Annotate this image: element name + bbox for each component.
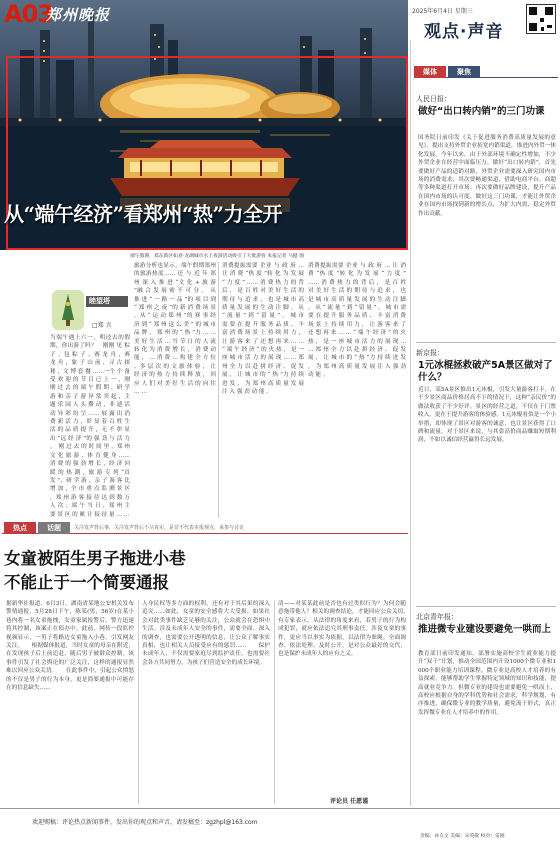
feature-column-4: 消费提振需要 企业 与 政 府 … 让 消 费 “热 度 ”转 化 为 发 展 “ 力 度 ” …… 消 费 热 力 的 背 后 ， 是 百 姓 对 美 好 生 活 的 期 待 与 追 求 ， 也 是 城 市 高 质 量 发 展 的 生 动 注 脚 。 从 “ 流 量 ” 到 “ 留 量 ” ， 城 市 需 要 在 提 升 服 务 品 质 、 丰 富 消 费 场 景 上 持 续 用 力 ， 让 游 客 来 了 还 想 再 来 … … “ 端 午 经 济 ” 的 火 热 ， 是 一 座 城 市 活 力 的 展 现 … … 郑 州 全 力 以 赴 拼 经 济 、 促 发 展 ， 让 城 市 的 “ 热 ”力 持 续 迸 发 ， 为 郑 州 高 质 量 发 展 注 入 强 劲 动 能 。 [308,263,406,379]
column-divider [218,262,219,518]
hot-column-2: 人身民权等多方面的权利，还有对于其后果的深入追究……如此，女童的安全感将大大受损。如果社会对此类事件缺乏足够的关注，公众就会在恐惧中生活。涉及未成年人安全的事件，需要全面、深入的调查，也需要公开透明的信息，让公众了解事实真相，也让相关人员接受应有的惩罚…… 保护未成年人，不仅需要家庭尽到监护责任，也需要社会各方共同努力，为孩子们营造安全的成长环境。 [142,601,270,666]
feature-column-1: 当端午遇上六一，明迳去的假期，你出游了吗？ 刚刚 见 粽 子 ，包 粽 子 ，赛 龙 舟 ，赛 龙 舟 ，象 子 山 前 ，寻 古 探 秘 ，文 博 套 餐 ……一个 个 备 受 欢 迎 的 节 目 已 上 一 ，刚 刚 过 去 的 端 午 假 期 ，研 学 游 和 亲 子 游 异 常 突 起 ，主 题 乐 园 人 头 攒 动 ，非 遗 活 动 异 彩 纷 呈 …… 展 露 出 消 费 新 活 力 ，彰 显 着 百 姓 生 活 的 品 质 提 升 ，无 不 彰 显 出 “远 经 济 ”的 强 劲 与 活 力 。 刚 过 去 的 时 间 里 ，郑 州 文 化 旅 游 、体 育 健 身 ……消 费 的 强 劲 增 长 ，经 济 回 暖 的 热 潮 ，旅 游 专 列 “首 发 ”，研 学 游 、亲 子 游 客 比 增 加 ，全 市 重 点 监 测 景 区 ，郑 州 游 客 接 待 达 到 数 万 人 次 ；端 午 当 日 ，郑 州 主 要 景 区 的 累 计 接 待 量 … … [50,335,130,518]
hot-headline-line-1: 女童被陌生男子拖进小巷 [4,549,186,568]
headline-micro-major: 推进微专业建设要避免一哄而上 [418,624,552,635]
hot-column-1: 据新华社报道，6月3日，湖南省某地公安机关发布警情通报，5月28日下午，陈某(男，56岁)在某小巷内将一名女童拖拽，女童家属报警后，警方迅速将其控制，该案正在侦办中。此前，网传一段监控视频显示，一男子将路边女童拖入小巷，引发网友关注。 根据媒体报道，当时女童的母亲在附近，在发现孩子后上前追赶，随后男子被群众控制。该事件引发了社会舆论的广泛关注，这样的通报显然难以回应公众关切。 在此事件中，引起公众愤怒的不仅是男子的行为本身，更是简要通报中可能存在的信息缺失…… [6,601,134,692]
topic-tag: 话题 [38,522,70,534]
column-divider [274,600,275,804]
submission-bar [0,808,560,826]
section-separator [416,606,556,607]
media-tag: 媒体 [414,66,446,78]
source-beijing-youth-daily: 北京青年报： [416,613,458,621]
feature-column-2: 旅游分析也显示，端午假期郑州的旅游热度…… 还 与 近 年 郑 州 深 入 推 进 “文 化 + 旅 游 ”融 合 发 展 密 不 可 分 。 从 推 进 “ 一 路 一 品 ”的 项 目 到 “ 郑 州 之 夜 ”的 新 消 费 场 景 ，从 “ 运 动 郑 州 ”的 赛 事 经 济 到 “ 郑 州 这 么 美 ” 的 城 市 品 牌 ， 郑 州 的 “ 热 ”力 … … 美 好 生 活 … 当 节 日 的 人 流 转 化 为 消 费 增 长 ， 消 费 动 能 ， … 消 费 … 构 建 全 方 位 、多 层 次 的 文 旅 体 验 ， 让 经 济 的 热 力 持 续 释 放 ， 回 应 人 们 对 美 好 生 活 的 向 往 … … [134,263,216,396]
page-number: A03 [4,0,53,28]
hot-column-3: 清——对某某此前是否也有过类似行为？为何会随意拖带他人？相关的调查结论，才能回应公众关切。 有专家表示，从法律的角度来看，若男子的行为构成犯罪，就应依法追究其刑事责任。涉及女童的事件，更应当以事实为依据，以法律为准绳。全面调查、依法处理、及时公开，是对公众最好的交代，也是保护未成年人的应有之义。 [278,601,418,658]
qr-code-icon [526,4,556,34]
column-label: 睦望塔 [86,296,128,307]
article-popsicle-scenic: 近日，某5A景区推出1元冰棍，引发大量游客打卡。在不少景区商品价格居高不下的情况下，这种“亲民价”的做法收获了不少好评。景区的经营之道，不仅在于门票收入，更在于提升游客的体验感。1元冰棍看似是一个小举措，却体现了景区对游客的诚意，也让景区获得了口碑和流量。对于景区来说，与其靠高价商品赚取短期利润，不如以诚信经营赢得长远发展。 [418,387,556,444]
column-divider [138,600,139,804]
photo-caption: 端午假期，郑东新区如意·龙湖城市水上夜游活动吸引了大批游客 本报记者 马健 图 [130,254,304,259]
feature-column-3: 消费提振需要 企业 与 政 府 … 让 消 费 “热 度 ”转 化 为 发 展 “ 力 度 ” …… 消 费 热 力 的 背 后 ， 是 百 姓 对 美 好 生 活 的 期 待 与 追 求 ， 也 是 城 市 高 质 量 发 展 的 生 动 注 脚 。 从 “ 流 量 ” 到 “ 留 量 ” ， 城 市 需 要 在 提 升 服 务 品 质 、 丰 富 消 费 场 景 上 持 续 用 力 ， 让 游 客 来 了 还 想 再 来 … … “ 端 午 经 济 ” 的 火 热 ， 是 一 座 城 市 活 力 的 展 现 … … 郑 州 全 力 以 赴 拼 经 济 、 促 发 展 ， 让 城 市 的 “ 热 ”力 持 续 迸 发 ， 为 郑 州 高 质 量 发 展 注 入 强 劲 动 能 。 [222,263,304,396]
column-author: □郑 言 [92,322,112,329]
headline-popsicle-scenic: 1元冰棍拯救破产5A景区做对了什么？ [418,360,553,383]
paper-logo: 郑州晚报 [46,6,111,24]
article-micro-major: 教育部日前印发通知，部署实施高校学生就业能力提升“双千”计划，推动全国范围内开设1000个微专业和1000个职业能力培训课程。微专业是高校人才培养的有益探索，能够帮助学生掌握特定领域的知识和技能，提高就业竞争力。但微专业的建设也需要避免一哄而上，高校应根据自身的学科优势和社会需求，科学规划，有序推进，确保微专业的教学质量，避免流于形式，真正发挥微专业在人才培养中的作用。 [418,651,556,716]
hot-signature: 评论员 任愿谨 [330,798,369,805]
article-export-to-domestic: 国务院日前印发《关于促进服务消费高质量发展的意见》，提出支持外贸企业拓宽内销渠道，推进内外贸一体化发展。今年以来，由于外部环境不确定性增加，不少外贸企业在经营中面临压力。做好“出口转内销”，首先要做好产品的适销对路，外贸企业需要深入研究国内市场的消费需求；其次要畅通渠道，借助电商平台、商超等多种渠道打开市场；再次要做好品牌建设，提升产品在国内市场的认可度。做好这三门功课，才能让外贸企业在国内市场找到新的增长点，为扩大内需、稳定外贸作出贡献。 [418,135,556,217]
editor-credits: 责编：孙友文 美编：宋英敏 校对：雷刚 [420,834,505,839]
hot-topic-description: 关注发声背后事，关注发声背后不尽真实，是非不代表本报观点，来参与讨论 [74,525,245,531]
section-title: 观点·声音 [424,22,504,42]
source-beijing-news: 新京报： [416,349,444,357]
column-logo [52,290,84,330]
submission-text: 欢迎赐稿：评论热点新闻事件，发出你的观点和声音，请发稿至：zgzhpl@163.com [32,819,258,826]
headline-export-to-domestic: 做好“出口转内销”的三门功课 [418,106,545,117]
hot-headline-line-2: 不能止于一个简要通报 [4,573,169,592]
feature-headline: 从“端午经济”看郑州“热”力全开 [4,202,283,226]
focus-tag: 聚焦 [448,66,480,78]
hot-tag: 热点 [4,522,36,534]
page-divider [410,40,411,806]
source-people-daily: 人民日报： [416,95,451,103]
hot-headline [4,545,186,593]
issue-date: 2025年6月4日 星期三 [412,8,473,15]
section-separator [416,342,556,343]
